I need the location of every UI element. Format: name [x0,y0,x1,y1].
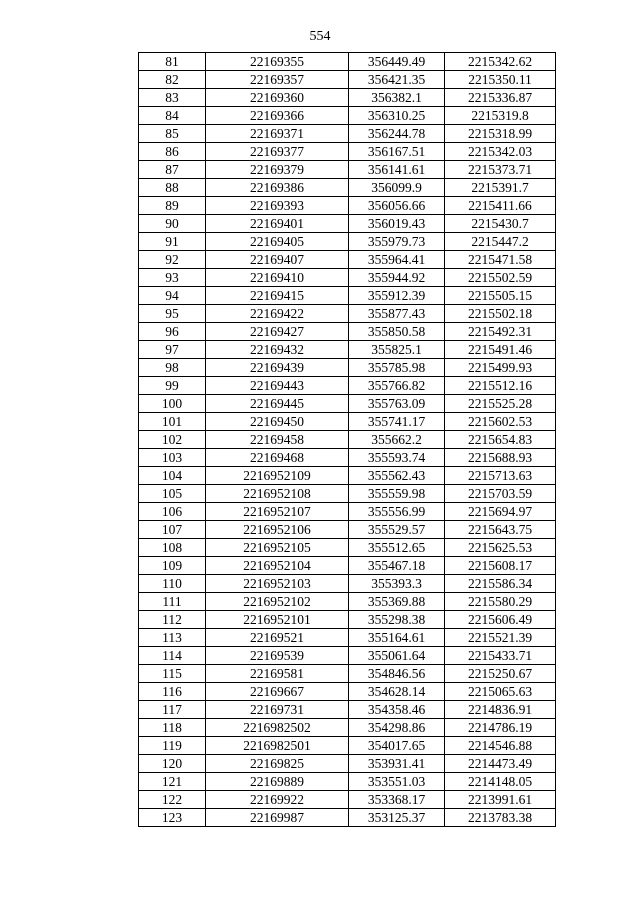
table-row [139,557,556,575]
point-id-cell: 22169445 [206,395,349,413]
y-coordinate-cell: 2215342.62 [445,53,556,71]
point-id-cell: 22169379 [206,161,349,179]
row-index-cell: 94 [139,287,206,305]
y-coordinate-cell: 2215688.93 [445,449,556,467]
page-number: 554 [309,29,331,44]
x-coordinate-cell: 353125.37 [349,809,445,827]
y-coordinate-cell: 2215318.99 [445,125,556,143]
x-coordinate-cell: 355964.41 [349,251,445,269]
y-coordinate-cell: 2215499.93 [445,359,556,377]
y-coordinate-cell: 2215336.87 [445,89,556,107]
table-row [139,197,556,215]
table-row [139,413,556,431]
row-index-cell: 97 [139,341,206,359]
y-coordinate-cell: 2214836.91 [445,701,556,719]
row-index-cell: 117 [139,701,206,719]
y-coordinate-cell: 2213991.61 [445,791,556,809]
row-index-cell: 123 [139,809,206,827]
table-row [139,359,556,377]
table-row [139,503,556,521]
x-coordinate-cell: 355877.43 [349,305,445,323]
point-id-cell: 22169377 [206,143,349,161]
row-index-cell: 107 [139,521,206,539]
x-coordinate-cell: 353368.17 [349,791,445,809]
table-row [139,395,556,413]
point-id-cell: 22169422 [206,305,349,323]
x-coordinate-cell: 355164.61 [349,629,445,647]
point-id-cell: 2216952101 [206,611,349,629]
point-id-cell: 22169357 [206,71,349,89]
row-index-cell: 100 [139,395,206,413]
y-coordinate-cell: 2215433.71 [445,647,556,665]
table-row [139,215,556,233]
table-row [139,269,556,287]
row-index-cell: 90 [139,215,206,233]
y-coordinate-cell: 2215505.15 [445,287,556,305]
row-index-cell: 118 [139,719,206,737]
y-coordinate-cell: 2215580.29 [445,593,556,611]
x-coordinate-cell: 355562.43 [349,467,445,485]
point-id-cell: 22169731 [206,701,349,719]
row-index-cell: 102 [139,431,206,449]
point-id-cell: 2216982502 [206,719,349,737]
row-index-cell: 96 [139,323,206,341]
point-id-cell: 2216952108 [206,485,349,503]
point-id-cell: 2216952109 [206,467,349,485]
x-coordinate-cell: 355763.09 [349,395,445,413]
y-coordinate-cell: 2215643.75 [445,521,556,539]
y-coordinate-cell: 2215319.8 [445,107,556,125]
row-index-cell: 89 [139,197,206,215]
row-index-cell: 120 [139,755,206,773]
y-coordinate-cell: 2215350.11 [445,71,556,89]
point-id-cell: 2216952106 [206,521,349,539]
x-coordinate-cell: 353931.41 [349,755,445,773]
point-id-cell: 22169386 [206,179,349,197]
row-index-cell: 112 [139,611,206,629]
table-row [139,449,556,467]
table-row [139,539,556,557]
row-index-cell: 116 [139,683,206,701]
row-index-cell: 109 [139,557,206,575]
row-index-cell: 84 [139,107,206,125]
x-coordinate-cell: 355556.99 [349,503,445,521]
y-coordinate-cell: 2215608.17 [445,557,556,575]
y-coordinate-cell: 2215491.46 [445,341,556,359]
row-index-cell: 98 [139,359,206,377]
row-index-cell: 115 [139,665,206,683]
y-coordinate-cell: 2215250.67 [445,665,556,683]
row-index-cell: 85 [139,125,206,143]
y-coordinate-cell: 2215373.71 [445,161,556,179]
point-id-cell: 22169360 [206,89,349,107]
x-coordinate-cell: 355393.3 [349,575,445,593]
y-coordinate-cell: 2215065.63 [445,683,556,701]
y-coordinate-cell: 2215502.18 [445,305,556,323]
y-coordinate-cell: 2215525.28 [445,395,556,413]
table-row [139,71,556,89]
point-id-cell: 22169468 [206,449,349,467]
table-row [139,611,556,629]
x-coordinate-cell: 356099.9 [349,179,445,197]
row-index-cell: 82 [139,71,206,89]
table-row [139,467,556,485]
table-row [139,701,556,719]
y-coordinate-cell: 2215471.58 [445,251,556,269]
row-index-cell: 103 [139,449,206,467]
y-coordinate-cell: 2214473.49 [445,755,556,773]
point-id-cell: 22169393 [206,197,349,215]
x-coordinate-cell: 356421.35 [349,71,445,89]
x-coordinate-cell: 354017.65 [349,737,445,755]
point-id-cell: 22169432 [206,341,349,359]
point-id-cell: 22169439 [206,359,349,377]
point-id-cell: 22169366 [206,107,349,125]
point-id-cell: 22169427 [206,323,349,341]
row-index-cell: 83 [139,89,206,107]
row-index-cell: 121 [139,773,206,791]
table-row [139,737,556,755]
x-coordinate-cell: 356382.1 [349,89,445,107]
x-coordinate-cell: 355512.65 [349,539,445,557]
x-coordinate-cell: 355944.92 [349,269,445,287]
row-index-cell: 108 [139,539,206,557]
row-index-cell: 81 [139,53,206,71]
table-row [139,53,556,71]
x-coordinate-cell: 355850.58 [349,323,445,341]
table-row [139,161,556,179]
row-index-cell: 104 [139,467,206,485]
y-coordinate-cell: 2215703.59 [445,485,556,503]
table-row [139,773,556,791]
row-index-cell: 88 [139,179,206,197]
row-index-cell: 110 [139,575,206,593]
y-coordinate-cell: 2215713.63 [445,467,556,485]
point-id-cell: 22169401 [206,215,349,233]
x-coordinate-cell: 355369.88 [349,593,445,611]
point-id-cell: 22169371 [206,125,349,143]
point-id-cell: 22169355 [206,53,349,71]
row-index-cell: 119 [139,737,206,755]
x-coordinate-cell: 356310.25 [349,107,445,125]
point-id-cell: 2216952102 [206,593,349,611]
y-coordinate-cell: 2214148.05 [445,773,556,791]
row-index-cell: 99 [139,377,206,395]
x-coordinate-cell: 355766.82 [349,377,445,395]
table-row [139,719,556,737]
row-index-cell: 106 [139,503,206,521]
x-coordinate-cell: 354846.56 [349,665,445,683]
x-coordinate-cell: 355825.1 [349,341,445,359]
row-index-cell: 91 [139,233,206,251]
table-row [139,377,556,395]
x-coordinate-cell: 355298.38 [349,611,445,629]
x-coordinate-cell: 355785.98 [349,359,445,377]
table-row [139,179,556,197]
point-id-cell: 22169667 [206,683,349,701]
point-id-cell: 22169458 [206,431,349,449]
row-index-cell: 93 [139,269,206,287]
table-row [139,125,556,143]
x-coordinate-cell: 355912.39 [349,287,445,305]
x-coordinate-cell: 354358.46 [349,701,445,719]
row-index-cell: 101 [139,413,206,431]
point-id-cell: 22169410 [206,269,349,287]
y-coordinate-cell: 2215606.49 [445,611,556,629]
point-id-cell: 22169889 [206,773,349,791]
y-coordinate-cell: 2215391.7 [445,179,556,197]
table-row [139,431,556,449]
point-id-cell: 22169407 [206,251,349,269]
point-id-cell: 22169581 [206,665,349,683]
point-id-cell: 2216952103 [206,575,349,593]
point-id-cell: 2216982501 [206,737,349,755]
y-coordinate-cell: 2215694.97 [445,503,556,521]
y-coordinate-cell: 2215602.53 [445,413,556,431]
point-id-cell: 2216952105 [206,539,349,557]
x-coordinate-cell: 355979.73 [349,233,445,251]
x-coordinate-cell: 353551.03 [349,773,445,791]
table-row [139,251,556,269]
y-coordinate-cell: 2215625.53 [445,539,556,557]
y-coordinate-cell: 2215521.39 [445,629,556,647]
row-index-cell: 114 [139,647,206,665]
table-row [139,107,556,125]
table-row [139,305,556,323]
point-id-cell: 22169922 [206,791,349,809]
x-coordinate-cell: 354628.14 [349,683,445,701]
table-row [139,143,556,161]
table-row [139,665,556,683]
row-index-cell: 92 [139,251,206,269]
x-coordinate-cell: 355593.74 [349,449,445,467]
y-coordinate-cell: 2214786.19 [445,719,556,737]
x-coordinate-cell: 355467.18 [349,557,445,575]
table-row [139,683,556,701]
row-index-cell: 95 [139,305,206,323]
point-id-cell: 22169443 [206,377,349,395]
y-coordinate-cell: 2215430.7 [445,215,556,233]
coordinates-table [138,52,556,827]
x-coordinate-cell: 356019.43 [349,215,445,233]
y-coordinate-cell: 2215411.66 [445,197,556,215]
point-id-cell: 2216952104 [206,557,349,575]
table-row [139,323,556,341]
x-coordinate-cell: 355061.64 [349,647,445,665]
row-index-cell: 122 [139,791,206,809]
y-coordinate-cell: 2215512.16 [445,377,556,395]
row-index-cell: 113 [139,629,206,647]
coordinates-table-body [139,53,556,827]
table-row [139,791,556,809]
row-index-cell: 87 [139,161,206,179]
y-coordinate-cell: 2215502.59 [445,269,556,287]
table-row [139,233,556,251]
table-row [139,809,556,827]
x-coordinate-cell: 355662.2 [349,431,445,449]
point-id-cell: 22169415 [206,287,349,305]
x-coordinate-cell: 354298.86 [349,719,445,737]
table-row [139,629,556,647]
y-coordinate-cell: 2215342.03 [445,143,556,161]
table-row [139,485,556,503]
x-coordinate-cell: 356449.49 [349,53,445,71]
y-coordinate-cell: 2215654.83 [445,431,556,449]
row-index-cell: 105 [139,485,206,503]
table-row [139,287,556,305]
x-coordinate-cell: 356056.66 [349,197,445,215]
y-coordinate-cell: 2213783.38 [445,809,556,827]
y-coordinate-cell: 2214546.88 [445,737,556,755]
table-row [139,647,556,665]
row-index-cell: 86 [139,143,206,161]
x-coordinate-cell: 356244.78 [349,125,445,143]
y-coordinate-cell: 2215586.34 [445,575,556,593]
x-coordinate-cell: 355529.57 [349,521,445,539]
point-id-cell: 22169405 [206,233,349,251]
point-id-cell: 22169825 [206,755,349,773]
point-id-cell: 2216952107 [206,503,349,521]
point-id-cell: 22169987 [206,809,349,827]
x-coordinate-cell: 355559.98 [349,485,445,503]
table-row [139,89,556,107]
table-row [139,521,556,539]
point-id-cell: 22169539 [206,647,349,665]
table-row [139,575,556,593]
x-coordinate-cell: 355741.17 [349,413,445,431]
x-coordinate-cell: 356141.61 [349,161,445,179]
row-index-cell: 111 [139,593,206,611]
point-id-cell: 22169521 [206,629,349,647]
table-row [139,755,556,773]
y-coordinate-cell: 2215492.31 [445,323,556,341]
table-row [139,593,556,611]
y-coordinate-cell: 2215447.2 [445,233,556,251]
point-id-cell: 22169450 [206,413,349,431]
table-row [139,341,556,359]
x-coordinate-cell: 356167.51 [349,143,445,161]
